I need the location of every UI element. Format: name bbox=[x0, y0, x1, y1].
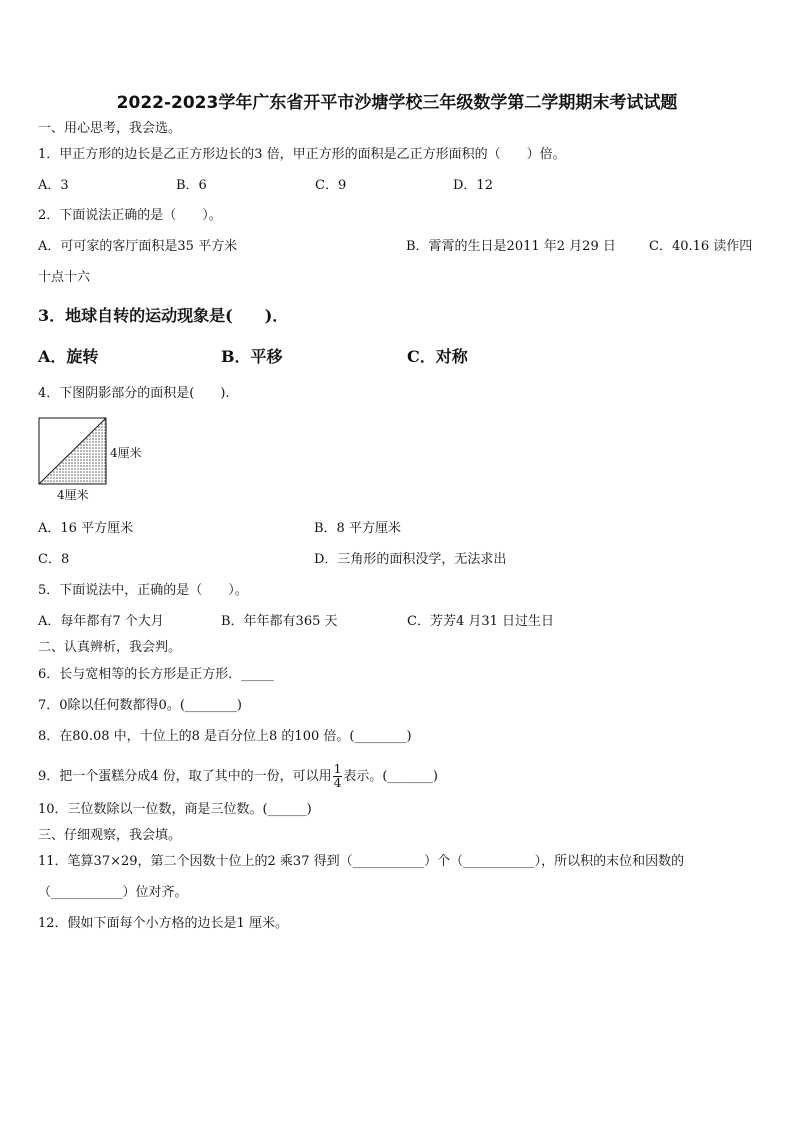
q2-option-a[interactable]: A．可可家的客厅面积是35 平方米 bbox=[38, 239, 238, 254]
q9-statement bbox=[38, 763, 438, 790]
q2-option-c-continued: 十点十六 bbox=[38, 270, 91, 285]
q9-fraction bbox=[333, 763, 343, 790]
exam-title: 2022-2023学年广东省开平市沙塘学校三年级数学第二学期期末考试试题 bbox=[116, 93, 678, 113]
section-1-heading: 一、用心思考，我会选。 bbox=[38, 121, 182, 136]
q1-option-a[interactable]: A．3 bbox=[38, 178, 69, 193]
q6-statement: 6．长与宽相等的长方形是正方形．_____ bbox=[38, 667, 274, 682]
q9-text-before: 9．把一个蛋糕分成4 份，取了其中的一份，可以用 bbox=[38, 769, 332, 784]
q2-option-c[interactable]: C．40.16 读作四 bbox=[649, 239, 753, 254]
q3-stem: 3．地球自转的运动现象是( )． bbox=[38, 306, 289, 325]
q10-statement: 10．三位数除以一位数，商是三位数。(______) bbox=[38, 802, 312, 817]
q4-option-d[interactable]: D．三角形的面积没学，无法求出 bbox=[314, 552, 507, 567]
q1-option-c[interactable]: C．9 bbox=[315, 178, 347, 193]
q7-statement: 7．0除以任何数都得0。(________) bbox=[38, 698, 242, 713]
section-3-heading: 三、仔细观察，我会填。 bbox=[38, 828, 182, 843]
q2-option-b[interactable]: B．霄霄的生日是2011 年2 月29 日 bbox=[406, 239, 616, 254]
q3-option-b[interactable]: B．平移 bbox=[221, 347, 283, 366]
q3-option-c[interactable]: C．对称 bbox=[407, 347, 468, 366]
q3-option-a[interactable]: A．旋转 bbox=[38, 347, 99, 366]
q8-statement: 8．在80.08 中，十位上的8 是百分位上8 的100 倍。(________) bbox=[38, 729, 412, 744]
q4-option-c[interactable]: C．8 bbox=[38, 552, 70, 567]
q4-option-b[interactable]: B．8 平方厘米 bbox=[314, 521, 401, 536]
q5-option-b[interactable]: B．年年都有365 天 bbox=[221, 614, 338, 629]
q2-stem: 2．下面说法正确的是（ ）。 bbox=[38, 208, 222, 223]
q4-figure-svg bbox=[38, 417, 158, 507]
q4-stem: 4．下图阴影部分的面积是( ). bbox=[38, 386, 230, 401]
section-2-heading: 二、认真辨析，我会判。 bbox=[38, 640, 182, 655]
q9-text-after: 表示。(_______) bbox=[343, 769, 438, 784]
q1-option-d[interactable]: D．12 bbox=[453, 178, 493, 193]
q5-option-a[interactable]: A．每年都有7 个大月 bbox=[38, 614, 164, 629]
q1-option-b[interactable]: B．6 bbox=[176, 178, 207, 193]
q4-bottom-label: 4厘米 bbox=[57, 488, 89, 502]
q5-option-c[interactable]: C．芳芳4 月31 日过生日 bbox=[407, 614, 555, 629]
q11-line-1: 11．笔算37×29，第二个因数十位上的2 乘37 得到（___________）个（___________），所以积的末位和因数的 bbox=[38, 854, 685, 869]
q1-stem: 1．甲正方形的边长是乙正方形边长的3 倍，甲正方形的面积是乙正方形面积的（ ）倍。 bbox=[38, 147, 566, 162]
q4-option-a[interactable]: A．16 平方厘米 bbox=[38, 521, 134, 536]
q11-line-2: （___________）位对齐。 bbox=[38, 885, 188, 900]
q12-statement: 12．假如下面每个小方格的边长是1 厘米。 bbox=[38, 916, 288, 931]
q4-side-label: 4厘米 bbox=[110, 446, 142, 460]
q4-shaded-square-figure bbox=[38, 417, 158, 507]
q5-stem: 5．下面说法中，正确的是（ ）。 bbox=[38, 583, 248, 598]
q9-fraction-numerator: 1 bbox=[333, 762, 342, 776]
q9-fraction-denominator: 4 bbox=[333, 776, 342, 790]
